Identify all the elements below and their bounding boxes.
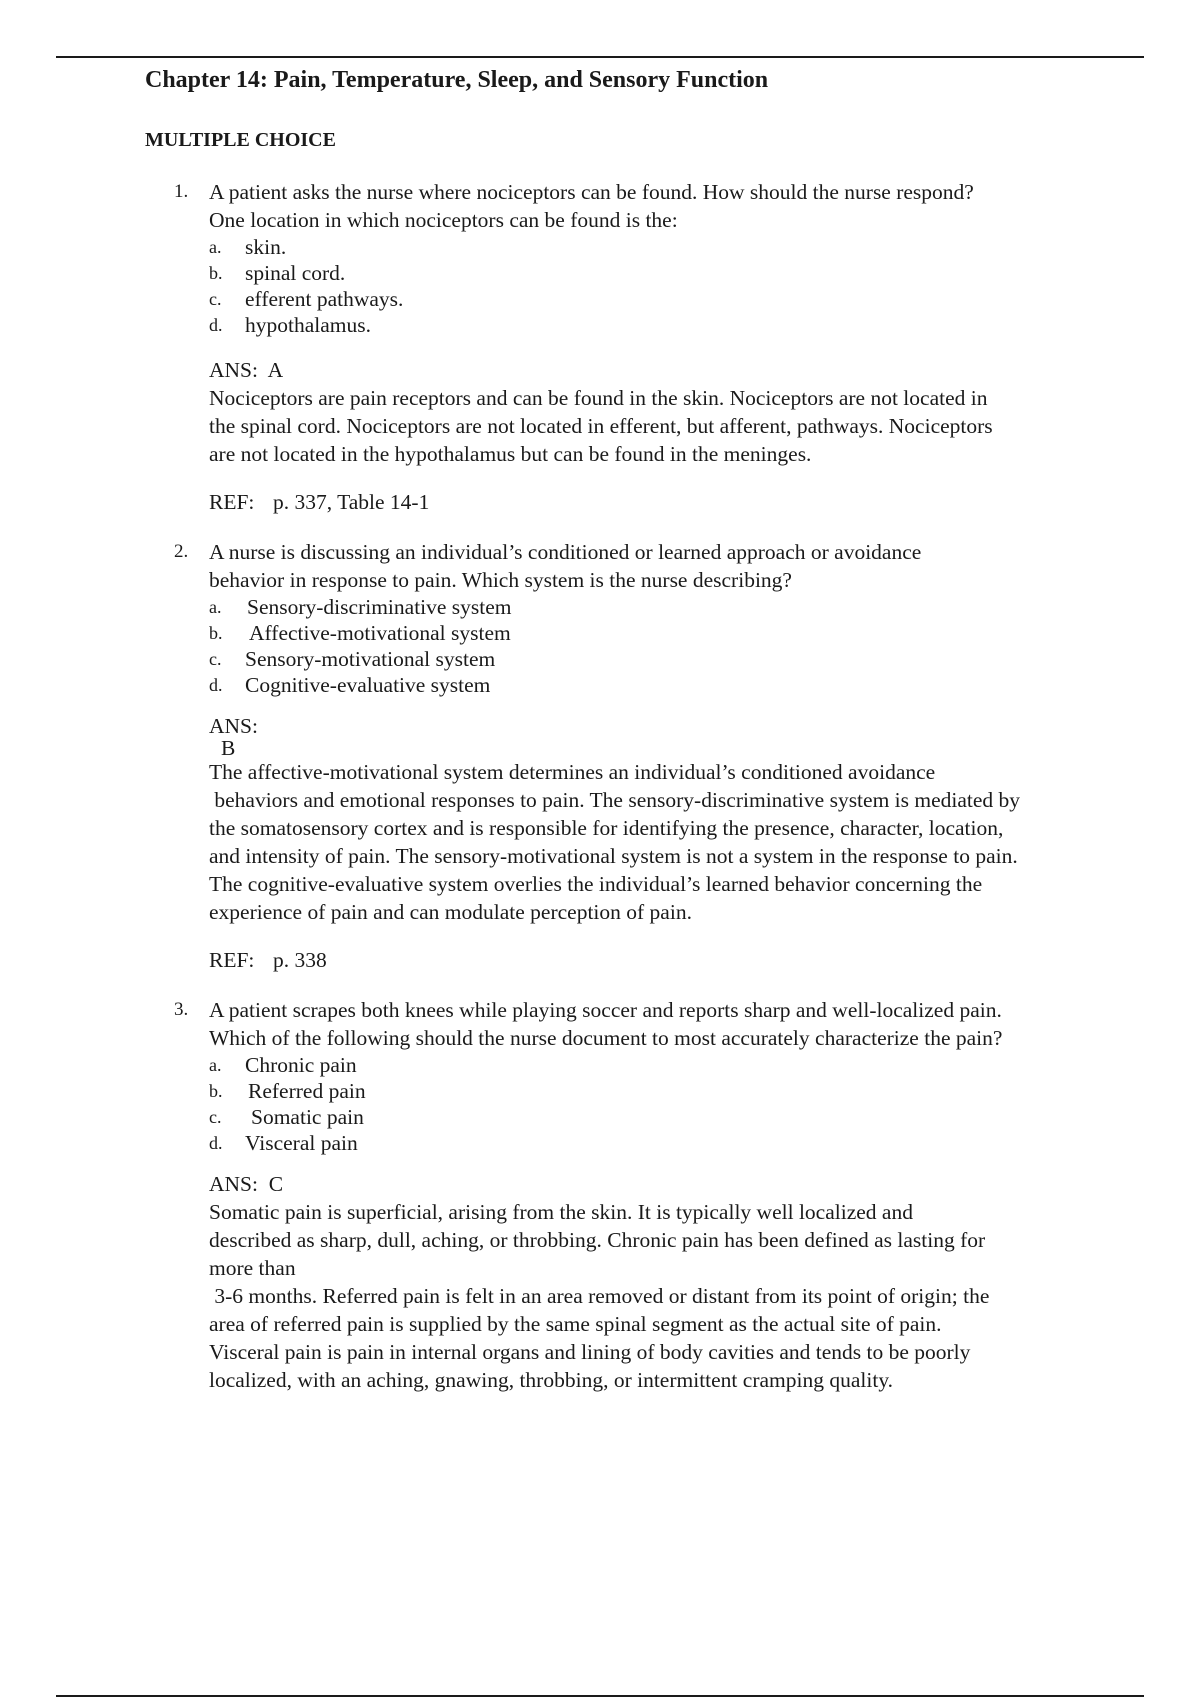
question-1 <box>145 178 1135 516</box>
rationale-line: localized, with an aching, gnawing, throbbing, or intermittent cramping quality. <box>209 1368 894 1392</box>
answer-block <box>209 356 1135 468</box>
option-b <box>209 1078 1135 1104</box>
option-a <box>209 234 1135 260</box>
option-c <box>209 646 1135 672</box>
rationale-line: area of referred pain is supplied by the same spinal segment as the actual site of pain. <box>209 1312 942 1336</box>
option-letter: c. <box>209 649 222 669</box>
reference <box>209 946 1135 974</box>
document-page <box>145 60 1135 1394</box>
answer-block <box>209 1170 1135 1394</box>
option-text: efferent pathways. <box>245 287 404 311</box>
option-letter: a. <box>209 1055 222 1075</box>
option-letter: a. <box>209 237 222 257</box>
reference-label: REF: <box>209 490 255 514</box>
option-letter: a. <box>209 597 222 617</box>
question-stem-line: A patient scrapes both knees while playing soccer and reports sharp and well-localized pain. <box>209 998 1002 1022</box>
rationale-line: described as sharp, dull, aching, or throbbing. Chronic pain has been defined as lasting for <box>209 1228 986 1252</box>
reference-value: p. 337, Table 14-1 <box>273 490 430 514</box>
rationale-line: and intensity of pain. The sensory-motivational system is not a system in the response to pain. <box>209 844 1018 868</box>
option-text: hypothalamus. <box>245 313 371 337</box>
bottom-rule <box>56 1695 1144 1697</box>
rationale-line: Nociceptors are pain receptors and can be found in the skin. Nociceptors are not located in <box>209 386 988 410</box>
option-c <box>209 286 1135 312</box>
option-text: Sensory-discriminative system <box>247 595 512 619</box>
rationale-line: are not located in the hypothalamus but can be found in the meninges. <box>209 442 812 466</box>
question-number: 1. <box>174 181 189 202</box>
option-d <box>209 672 1135 698</box>
answer-value: C <box>268 1172 284 1196</box>
option-text: Cognitive-evaluative system <box>245 673 491 697</box>
answer-label: ANS: <box>209 358 258 382</box>
option-d <box>209 312 1135 338</box>
reference-value: p. 338 <box>273 948 327 972</box>
option-text: Chronic pain <box>245 1053 357 1077</box>
reference <box>209 488 1135 516</box>
option-text: Visceral pain <box>245 1131 358 1155</box>
option-b <box>209 620 1135 646</box>
question-3 <box>145 996 1135 1394</box>
option-text: Affective-motivational system <box>249 621 511 645</box>
option-letter: c. <box>209 1107 222 1127</box>
option-b <box>209 260 1135 286</box>
option-letter: d. <box>209 315 223 335</box>
option-text: skin. <box>245 235 287 259</box>
rationale-line: the somatosensory cortex and is responsible for identifying the presence, character, location, <box>209 816 1004 840</box>
question-number: 3. <box>174 999 189 1020</box>
option-a <box>209 1052 1135 1078</box>
top-rule <box>56 56 1144 58</box>
option-text: Referred pain <box>248 1079 366 1103</box>
option-letter: b. <box>209 263 223 283</box>
option-letter: d. <box>209 675 223 695</box>
option-text: Somatic pain <box>251 1105 364 1129</box>
question-number: 2. <box>174 541 189 562</box>
option-text: Sensory-motivational system <box>245 647 496 671</box>
answer-block <box>209 714 1135 926</box>
question-stem-line: Which of the following should the nurse document to most accurately characterize the pain? <box>209 1026 1003 1050</box>
rationale-line: Somatic pain is superficial, arising from the skin. It is typically well localized and <box>209 1200 913 1224</box>
rationale-line: The affective-motivational system determines an individual’s conditioned avoidance <box>209 760 936 784</box>
answer-label: ANS: <box>209 714 258 738</box>
answer-line <box>209 1170 1135 1198</box>
question-2 <box>145 538 1135 974</box>
rationale-line: experience of pain and can modulate perception of pain. <box>209 900 692 924</box>
question-stem-line: A nurse is discussing an individual’s conditioned or learned approach or avoidance <box>209 540 922 564</box>
rationale-line: the spinal cord. Nociceptors are not located in efferent, but afferent, pathways. Nociceptors <box>209 414 993 438</box>
question-stem-line: A patient asks the nurse where nociceptors can be found. How should the nurse respond? <box>209 180 974 204</box>
option-letter: c. <box>209 289 222 309</box>
rationale-line: 3-6 months. Referred pain is felt in an area removed or distant from its point of origin; the <box>209 1284 990 1308</box>
question-stem-line: One location in which nociceptors can be found is the: <box>209 208 678 232</box>
rationale-line: more than <box>209 1256 296 1280</box>
option-letter: d. <box>209 1133 223 1153</box>
option-letter: b. <box>209 623 223 643</box>
reference-label: REF: <box>209 948 255 972</box>
answer-value: B <box>221 736 236 760</box>
rationale-line: Visceral pain is pain in internal organs and lining of body cavities and tends to be poorly <box>209 1340 971 1364</box>
option-letter: b. <box>209 1081 223 1101</box>
section-title: MULTIPLE CHOICE <box>145 129 336 151</box>
option-text: spinal cord. <box>245 261 346 285</box>
rationale-line: The cognitive-evaluative system overlies the individual’s learned behavior concerning the <box>209 872 983 896</box>
rationale-line: behaviors and emotional responses to pain. The sensory-discriminative system is mediated by <box>209 788 1021 812</box>
option-c <box>209 1104 1135 1130</box>
answer-line <box>209 356 1135 384</box>
answer-value: A <box>267 358 284 382</box>
question-stem-line: behavior in response to pain. Which system is the nurse describing? <box>209 568 792 592</box>
option-a <box>209 594 1135 620</box>
answer-label: ANS: <box>209 1172 258 1196</box>
chapter-title: Chapter 14: Pain, Temperature, Sleep, and Sensory Function <box>145 67 769 93</box>
option-d <box>209 1130 1135 1156</box>
